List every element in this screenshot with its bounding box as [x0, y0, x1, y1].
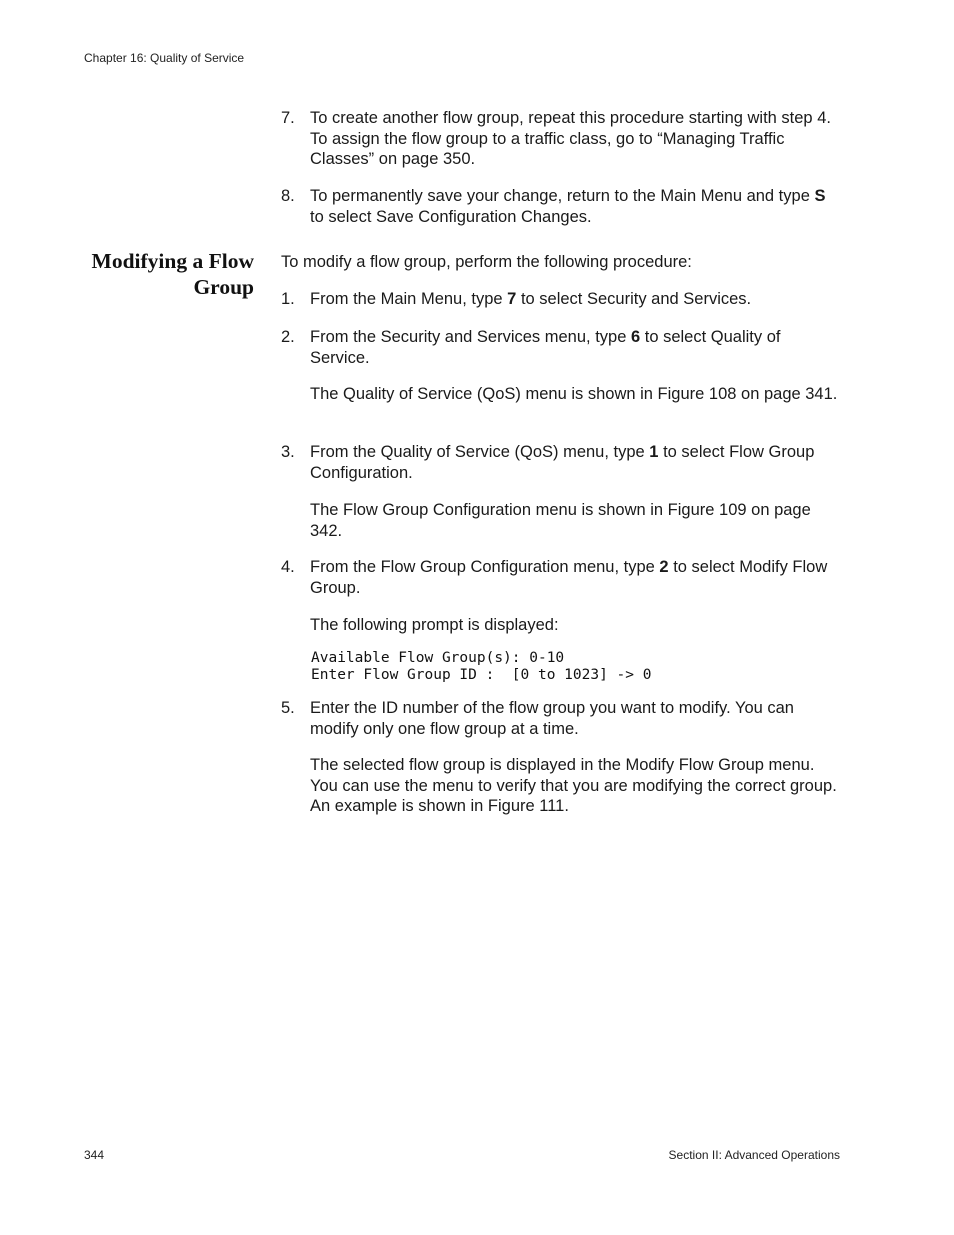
code-block [311, 650, 651, 683]
step-number: 8. [281, 187, 295, 205]
bold-key: 2 [659, 558, 669, 576]
step-note: The Quality of Service (QoS) menu is shown in Figure 108 on page 341. [310, 385, 838, 403]
step-number: 1. [281, 290, 295, 308]
code-line: Enter Flow Group ID : [0 to 1023] -> 0 [311, 666, 652, 683]
bold-key: 6 [630, 328, 641, 346]
procedure-intro: To modify a flow group, perform the following procedure: [281, 253, 692, 271]
section-heading: Modifying a Flow Group [91, 249, 254, 299]
step-text: From the Security and Services menu, type 6 to select Quality of Service. [310, 328, 781, 367]
running-footer: Section II: Advanced Operations [668, 1148, 840, 1162]
step-text: From the Quality of Service (QoS) menu, type 1 to select Flow Group Configuration. [310, 443, 815, 482]
step-text: To create another flow group, repeat this procedure starting with step 4. To assign the flow group to a traffic class, go to “Managing Traffic Classes” on page 350. [310, 109, 831, 168]
step-note: The following prompt is displayed: [310, 616, 559, 634]
step-number: 3. [281, 443, 295, 461]
step-text: From the Main Menu, type 7 to select Security and Services. [310, 290, 752, 308]
step-text: To permanently save your change, return to the Main Menu and type S to select Save Configuration Changes. [310, 187, 826, 226]
bold-key: 1 [649, 443, 659, 461]
running-header: Chapter 16: Quality of Service [84, 51, 245, 65]
bold-key: S [814, 187, 826, 205]
step-text: Enter the ID number of the flow group you want to modify. You can modify only one flow group at a time. [310, 699, 794, 738]
page-number: 344 [84, 1148, 105, 1162]
bold-key: 7 [507, 290, 517, 308]
step-number: 7. [281, 109, 295, 127]
step-number: 5. [281, 699, 295, 717]
step-number: 2. [281, 328, 295, 346]
code-line: Available Flow Group(s): 0-10 [311, 650, 565, 666]
step-text: From the Flow Group Configuration menu, type 2 to select Modify Flow Group. [310, 558, 828, 597]
step-note: The Flow Group Configuration menu is shown in Figure 109 on page 342. [310, 501, 811, 540]
step-note: The selected flow group is displayed in the Modify Flow Group menu. You can use the menu to verify that you are modifying the correct group. An example is shown in Figure 111. [310, 756, 837, 815]
step-number: 4. [281, 558, 295, 576]
